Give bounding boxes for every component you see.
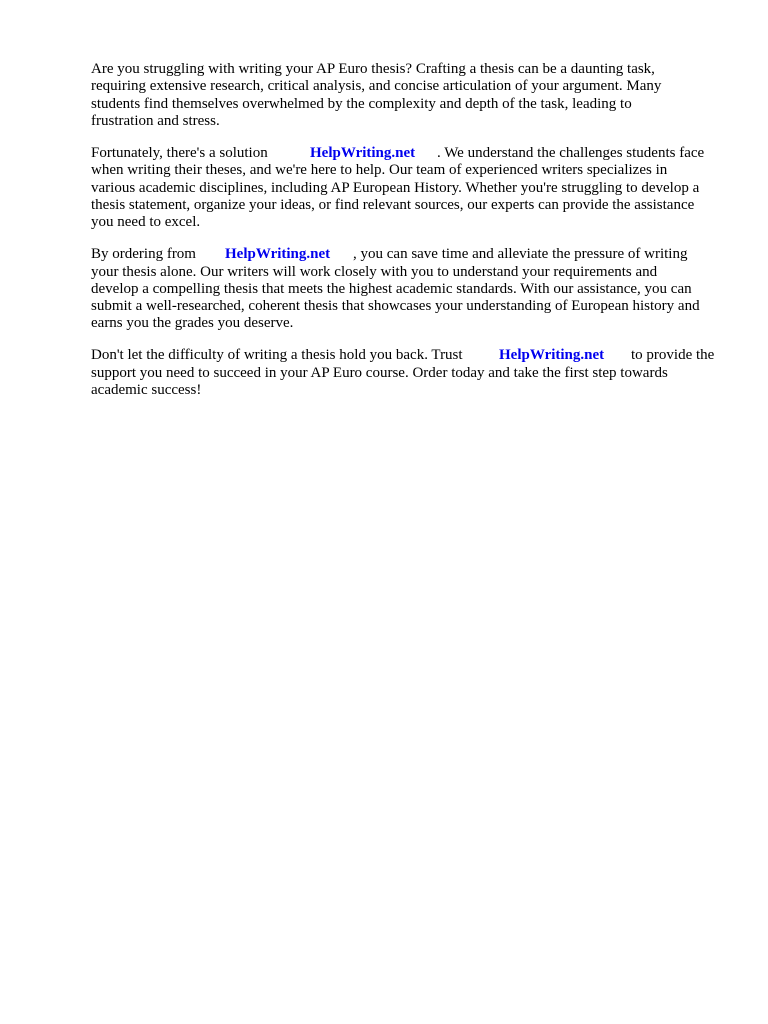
text-segment: Fortunately, there's a solution [91,145,268,161]
text-line: submit a well-researched, coherent thesis that showcases your understanding of European history and [91,298,700,314]
text-line: your thesis alone. Our writers will work closely with you to understand your requirements and [91,264,658,280]
text-line: requiring extensive research, critical analysis, and concise articulation of your argument. Many [91,78,662,94]
text-segment: . We understand the challenges students face [437,145,705,161]
text-line: Are you struggling with writing your AP Euro thesis? Crafting a thesis can be a daunting task, [91,61,655,77]
text-line: various academic disciplines, including AP European History. Whether you're struggling to develop a [91,180,700,196]
text-line: earns you the grades you deserve. [91,315,294,331]
text-segment: Don't let the difficulty of writing a thesis hold you back. Trust [91,347,463,363]
text-line: when writing their theses, and we're here to help. Our team of experienced writers specializes in [91,162,668,178]
text-segment: , you can save time and alleviate the pressure of writing [353,246,688,262]
text-line: you need to excel. [91,214,201,230]
text-line: develop a compelling thesis that meets the highest academic standards. With our assistance, you can [91,281,692,297]
text-line: frustration and stress. [91,113,220,129]
text-line: support you need to succeed in your AP Euro course. Order today and take the first step towards [91,365,668,381]
helpwriting-link[interactable]: HelpWriting.net [310,145,416,161]
text-line: thesis statement, organize your ideas, or find relevant sources, our experts can provide the assistance [91,197,695,213]
helpwriting-link[interactable]: HelpWriting.net [225,246,331,262]
helpwriting-link[interactable]: HelpWriting.net [499,347,605,363]
text-line: students find themselves overwhelmed by the complexity and depth of the task, leading to [91,96,632,112]
text-segment: to provide the [631,347,715,363]
text-line: academic success! [91,382,202,398]
text-segment: By ordering from [91,246,196,262]
